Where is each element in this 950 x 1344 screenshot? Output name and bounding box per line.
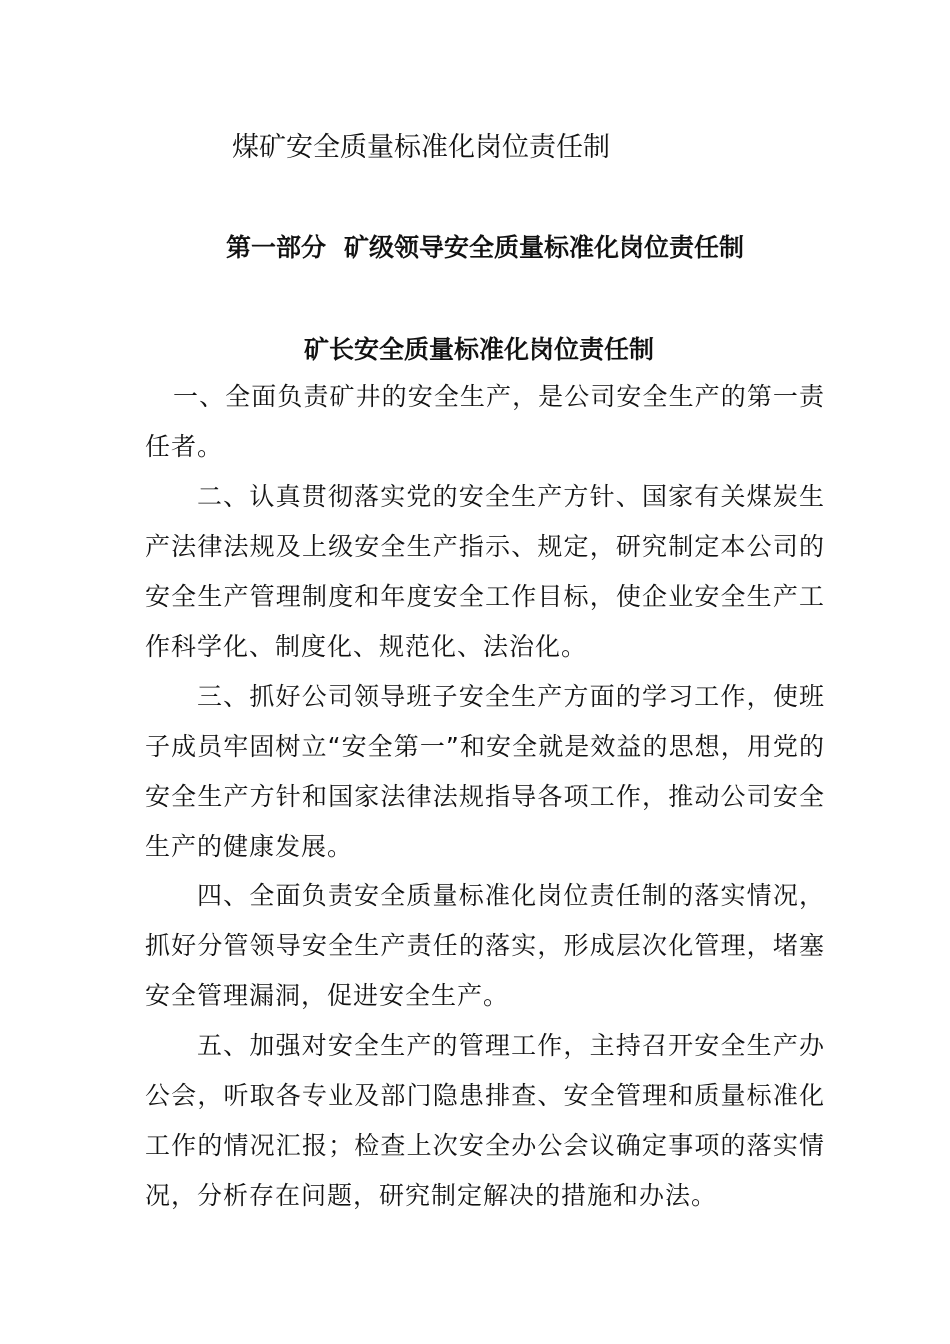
section-title: 矿长安全质量标准化岗位责任制 [304, 335, 655, 364]
paragraph-4: 四、全面负责安全质量标准化岗位责任制的落实情况，抓好分管领导安全生产责任的落实，形成层次化管理，堵塞安全管理漏洞，促进安全生产。 [145, 881, 825, 1010]
paragraph-2: 二、认真贯彻落实党的安全生产方针、国家有关煤炭生产法律法规及上级安全生产指示、规定，研究制定本公司的安全生产管理制度和年度安全工作目标，使企业安全生产工作科学化、制度化、规范化、法治化。 [145, 482, 825, 661]
paragraph-3: 三、抓好公司领导班子安全生产方面的学习工作，使班子成员牢固树立“安全第一”和安全就是效益的思想，用党的安全生产方针和国家法律法规指导各项工作，推动公司安全生产的健康发展。 [145, 682, 825, 861]
paragraph-5: 五、加强对安全生产的管理工作，主持召开安全生产办公会，听取各专业及部门隐患排查、安全管理和质量标准化工作的情况汇报；检查上次安全办公会议确定事项的落实情况，分析存在问题，研究制定解决的措施和办法。 [145, 1031, 825, 1210]
part-label: 第一部分 [226, 233, 327, 262]
part-title: 矿级领导安全质量标准化岗位责任制 [344, 233, 745, 262]
paragraph-1: 一、全面负责矿井的安全生产，是公司安全生产的第一责任者。 [145, 382, 825, 461]
document-title: 煤矿安全质量标准化岗位责任制 [232, 132, 610, 163]
part-heading [226, 228, 744, 268]
